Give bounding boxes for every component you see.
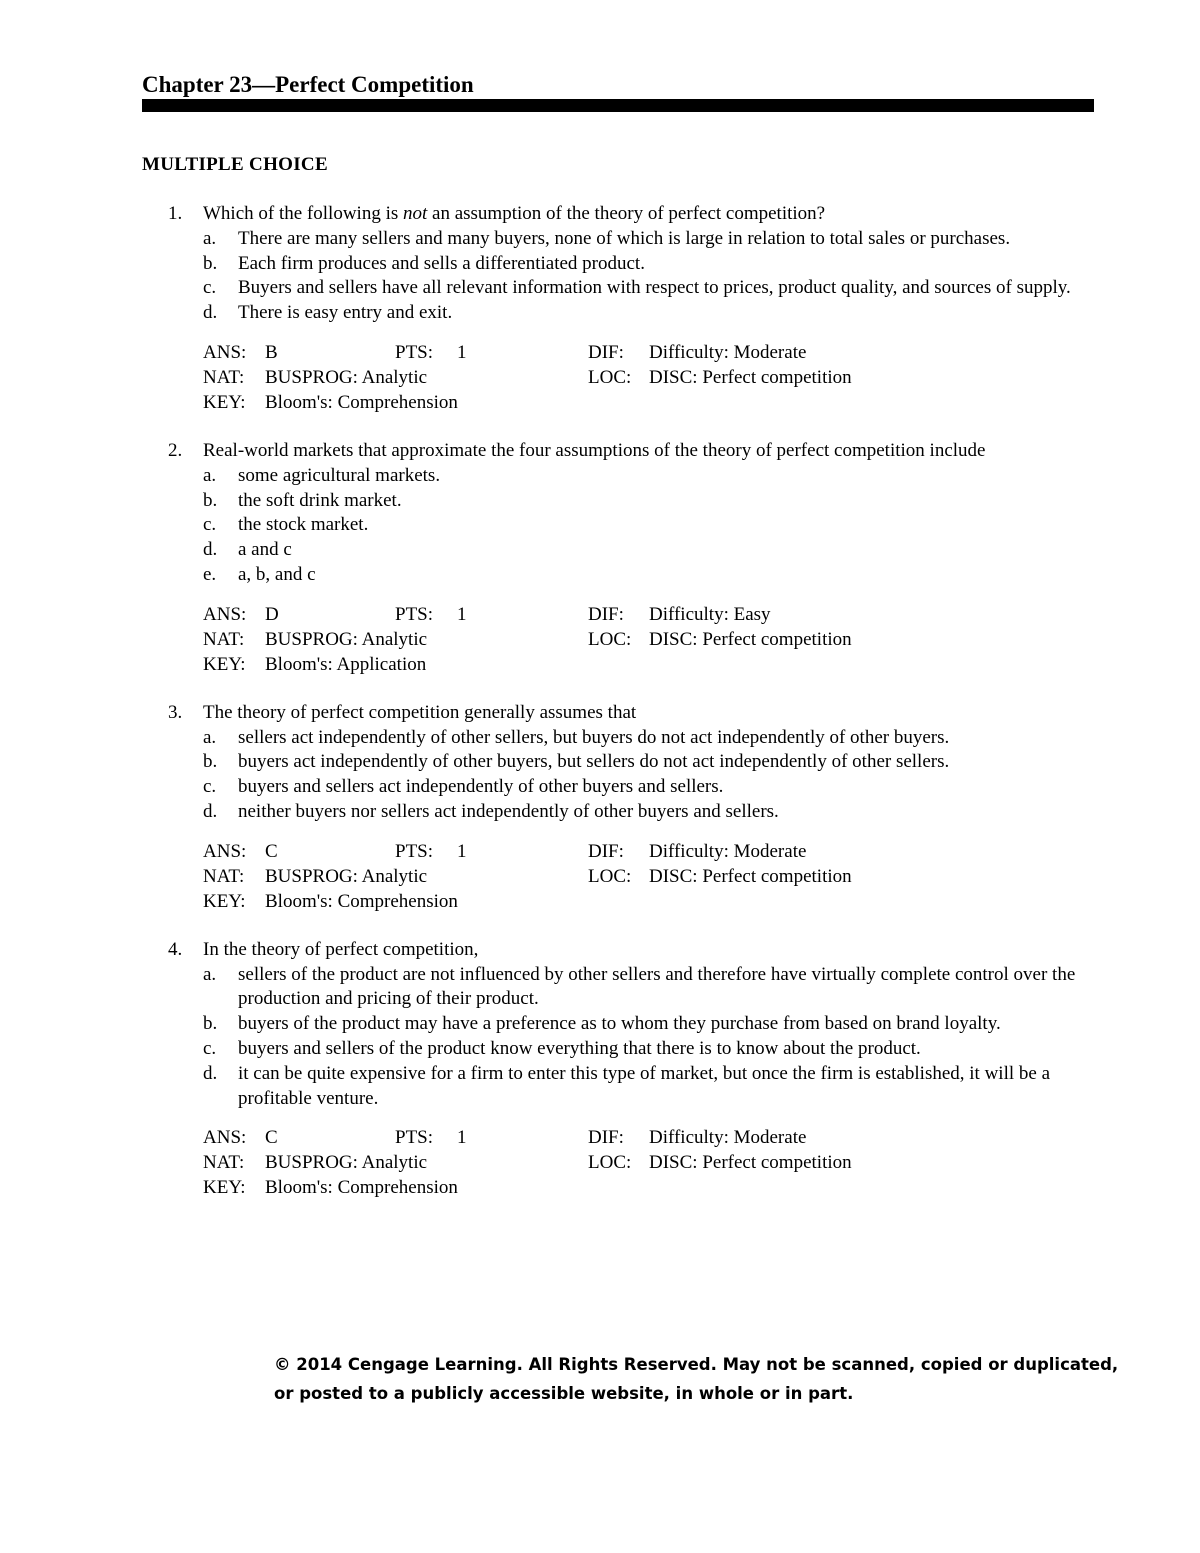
- dif-value: Difficulty: Moderate: [649, 840, 807, 862]
- title-rule: [142, 99, 1094, 112]
- question-item: [142, 202, 1102, 415]
- nat-label: NAT:: [203, 628, 245, 650]
- ans-label: ANS:: [203, 341, 247, 363]
- answer-option: [142, 1062, 1102, 1112]
- option-letter: d.: [203, 539, 218, 561]
- question-number: 1.: [168, 203, 183, 224]
- copyright-line-2: or posted to a publicly accessible website, in whole or in part.: [274, 1384, 854, 1403]
- option-text: sellers of the product are not influenced by other sellers and therefore have virtually complete control over the production and pricing of their product.: [238, 963, 1076, 1010]
- option-letter: c.: [203, 514, 217, 536]
- key-label: KEY:: [203, 1177, 246, 1199]
- nat-label: NAT:: [203, 366, 245, 388]
- option-letter: b.: [203, 252, 218, 274]
- dif-value: Difficulty: Moderate: [649, 341, 807, 363]
- question-item: [142, 439, 1102, 677]
- question-number: 3.: [168, 701, 183, 723]
- nat-value: BUSPROG: Analytic: [265, 366, 428, 388]
- option-letter: b.: [203, 1013, 218, 1035]
- option-text: some agricultural markets.: [238, 464, 441, 486]
- pts-label: PTS:: [395, 603, 434, 625]
- ans-value: C: [265, 840, 278, 862]
- question-list: [142, 202, 1102, 1224]
- nat-value: BUSPROG: Analytic: [265, 628, 428, 650]
- loc-value: DISC: Perfect competition: [649, 366, 852, 388]
- question-stem: [142, 202, 1102, 227]
- loc-label: LOC:: [588, 366, 632, 388]
- section-heading: MULTIPLE CHOICE: [142, 154, 328, 175]
- option-text: buyers and sellers of the product know everything that there is to know about the product.: [238, 1037, 921, 1059]
- answer-option: [142, 227, 1102, 252]
- option-text: neither buyers nor sellers act independently of other buyers and sellers.: [238, 800, 779, 822]
- answer-option: [142, 963, 1102, 1013]
- dif-value: Difficulty: Moderate: [649, 1127, 807, 1149]
- option-letter: d.: [203, 1062, 218, 1084]
- answer-metadata: [203, 840, 1102, 914]
- answer-option: [142, 464, 1102, 489]
- ans-label: ANS:: [203, 840, 247, 862]
- nat-value: BUSPROG: Analytic: [265, 1152, 428, 1174]
- option-letter: a.: [203, 963, 217, 985]
- loc-value: DISC: Perfect competition: [649, 628, 852, 650]
- option-letter: c.: [203, 776, 217, 798]
- answer-option: [142, 252, 1102, 277]
- option-letter: a.: [203, 227, 217, 249]
- answer-option: [142, 726, 1102, 751]
- question-item: [142, 701, 1102, 914]
- answer-option: [142, 563, 1102, 588]
- answer-option: [142, 276, 1102, 301]
- ans-value: B: [265, 341, 278, 363]
- option-text: Buyers and sellers have all relevant information with respect to prices, product quality, and sources of supply.: [238, 277, 1071, 299]
- ans-label: ANS:: [203, 603, 247, 625]
- answer-option: [142, 538, 1102, 563]
- question-text: Which of the following is: [203, 203, 403, 224]
- option-text: it can be quite expensive for a firm to enter this type of market, but once the firm is established, it will be a profitable venture.: [238, 1062, 1051, 1109]
- ans-value: D: [265, 603, 279, 625]
- copyright-line-1: © 2014 Cengage Learning. All Rights Reserved. May not be scanned, copied or duplicated,: [274, 1355, 1119, 1374]
- nat-label: NAT:: [203, 865, 245, 887]
- option-text: buyers of the product may have a preference as to whom they purchase from based on brand loyalty.: [238, 1013, 1001, 1035]
- answer-metadata: [203, 1126, 1102, 1200]
- question-stem: [142, 701, 1102, 726]
- dif-label: DIF:: [588, 1127, 624, 1149]
- key-label: KEY:: [203, 391, 246, 413]
- answer-option: [142, 1037, 1102, 1062]
- pts-value: 1: [457, 341, 467, 363]
- pts-label: PTS:: [395, 341, 434, 363]
- option-text: buyers and sellers act independently of other buyers and sellers.: [238, 776, 724, 798]
- question-text: In the theory of perfect competition,: [203, 938, 479, 960]
- question-number: 4.: [168, 938, 183, 960]
- question-number: 2.: [168, 439, 183, 461]
- key-value: Bloom's: Comprehension: [265, 890, 458, 912]
- key-value: Bloom's: Application: [265, 653, 427, 675]
- dif-label: DIF:: [588, 840, 624, 862]
- option-text: There is easy entry and exit.: [238, 302, 453, 324]
- pts-value: 1: [457, 840, 467, 862]
- option-letter: b.: [203, 751, 218, 773]
- copyright-notice: [274, 1350, 1124, 1408]
- option-text: a, b, and c: [238, 563, 316, 585]
- question-stem: [142, 439, 1102, 464]
- answer-option: [142, 750, 1102, 775]
- loc-label: LOC:: [588, 1152, 632, 1174]
- key-label: KEY:: [203, 653, 246, 675]
- nat-label: NAT:: [203, 1152, 245, 1174]
- option-letter: d.: [203, 800, 218, 822]
- pts-label: PTS:: [395, 840, 434, 862]
- option-text: a and c: [238, 539, 292, 561]
- option-letter: d.: [203, 302, 218, 324]
- option-letter: e.: [203, 563, 217, 585]
- dif-label: DIF:: [588, 341, 624, 363]
- answer-metadata: [203, 603, 1102, 677]
- key-label: KEY:: [203, 890, 246, 912]
- answer-option: [142, 1012, 1102, 1037]
- question-text: Real-world markets that approximate the four assumptions of the theory of perfect competition include: [203, 439, 986, 461]
- pts-value: 1: [457, 603, 467, 625]
- option-text: the soft drink market.: [238, 489, 402, 511]
- question-item: [142, 938, 1102, 1201]
- nat-value: BUSPROG: Analytic: [265, 865, 428, 887]
- option-text: Each firm produces and sells a differentiated product.: [238, 252, 645, 274]
- ans-value: C: [265, 1127, 278, 1149]
- ans-label: ANS:: [203, 1127, 247, 1149]
- pts-value: 1: [457, 1127, 467, 1149]
- question-stem: [142, 938, 1102, 963]
- option-text: There are many sellers and many buyers, none of which is large in relation to total sales or purchases.: [238, 227, 1011, 249]
- loc-value: DISC: Perfect competition: [649, 1152, 852, 1174]
- answer-metadata: [203, 341, 1102, 415]
- option-letter: a.: [203, 726, 217, 748]
- option-text: sellers act independently of other sellers, but buyers do not act independently of other buyers.: [238, 726, 950, 748]
- answer-option: [142, 301, 1102, 326]
- loc-label: LOC:: [588, 865, 632, 887]
- key-value: Bloom's: Comprehension: [265, 1177, 458, 1199]
- answer-option: [142, 489, 1102, 514]
- option-letter: a.: [203, 464, 217, 486]
- question-text: The theory of perfect competition generally assumes that: [203, 701, 637, 723]
- question-text-tail: an assumption of the theory of perfect competition?: [427, 203, 826, 224]
- loc-label: LOC:: [588, 628, 632, 650]
- chapter-title: Chapter 23—Perfect Competition: [142, 72, 474, 97]
- question-emphasis: not: [403, 203, 428, 224]
- dif-label: DIF:: [588, 603, 624, 625]
- option-letter: c.: [203, 277, 217, 299]
- answer-option: [142, 800, 1102, 825]
- dif-value: Difficulty: Easy: [649, 603, 771, 625]
- answer-option: [142, 775, 1102, 800]
- option-text: the stock market.: [238, 514, 369, 536]
- loc-value: DISC: Perfect competition: [649, 865, 852, 887]
- key-value: Bloom's: Comprehension: [265, 391, 458, 413]
- option-text: buyers act independently of other buyers, but sellers do not act independently of other sellers.: [238, 751, 950, 773]
- pts-label: PTS:: [395, 1127, 434, 1149]
- option-letter: b.: [203, 489, 218, 511]
- answer-option: [142, 513, 1102, 538]
- option-letter: c.: [203, 1037, 217, 1059]
